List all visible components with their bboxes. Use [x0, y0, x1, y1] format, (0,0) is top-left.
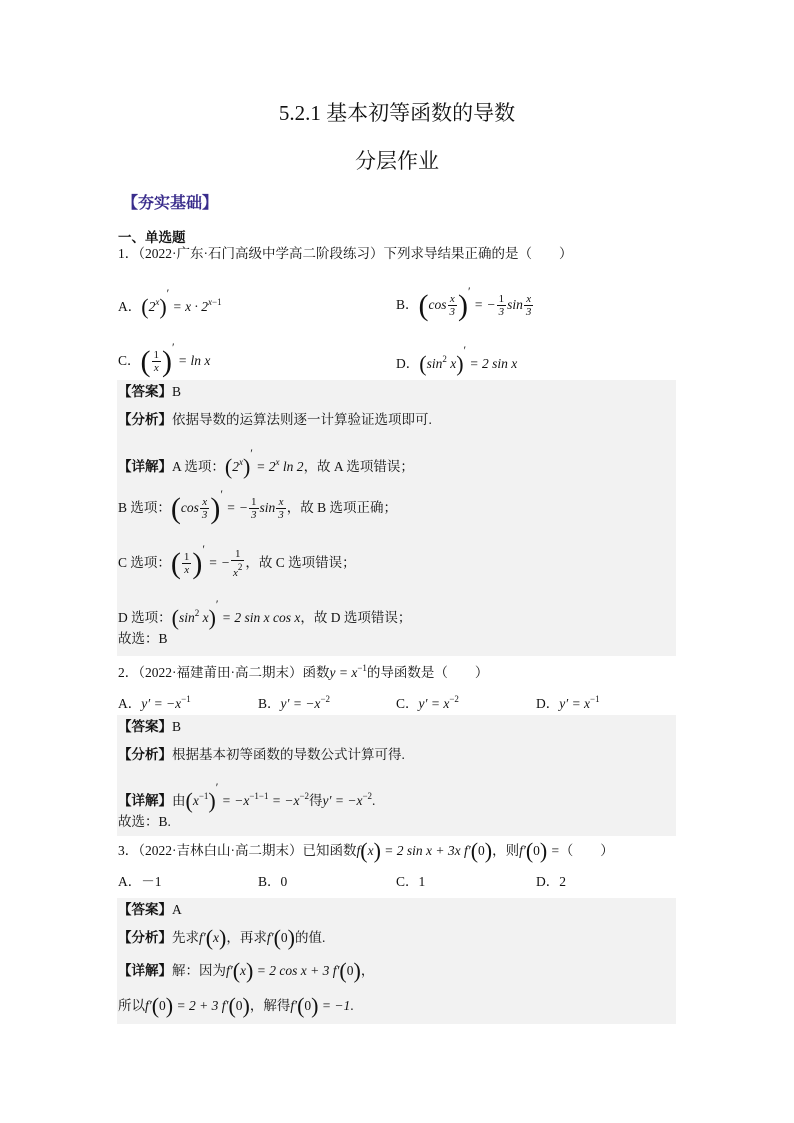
- q2-option-c: C．$y' = x^{-2}$: [396, 694, 459, 711]
- q1-option-a: A．$(2^x)' = x \cdot 2^{x-1}$: [118, 286, 222, 319]
- q2-stem: 2．（2022·福建莆田·高二期末）函数$y = x^{-1}$的导函数是（ ）: [118, 663, 489, 680]
- q3-detail-line2: 所以f′(0) = 2 + 3 f′(0)，解得f′(0) = −1.: [118, 993, 354, 1018]
- q2-analysis: 【分析】根据基本初等函数的导数公式计算可得.: [118, 747, 405, 762]
- q2-option-a: A．$y' = -x^{-1}$: [118, 694, 191, 711]
- q1-detail-a: 【详解】A 选项：$(2^x)' = 2^x$ ln 2，故 A 选项错误；: [118, 446, 414, 479]
- q1-option-d: D．($\sin^2$ x)′ = 2 sin x: [396, 343, 518, 376]
- q1-option-b: B．(cos $\frac{x}{3}$ )′ = − $\frac{1}{3}$ sin $\frac{x}{3}$: [396, 284, 532, 322]
- q3-option-b: B．0: [258, 874, 288, 889]
- q2-option-b: B．$y' = -x^{-2}$: [258, 694, 331, 711]
- q2-option-d: D．$y' = x^{-1}$: [536, 694, 600, 711]
- q1-analysis: 【分析】依据导数的运算法则逐一计算验证选项即可.: [118, 412, 432, 427]
- q3-answer: 【答案】A: [118, 902, 182, 917]
- q3-analysis: 【分析】先求f′(x)，再求f′(0)的值.: [118, 925, 326, 950]
- q1-conclusion: 故选：B: [118, 631, 168, 646]
- section-heading: 【夯实基础】: [122, 195, 219, 212]
- page-title: 5.2.1 基本初等函数的导数: [278, 101, 516, 125]
- q1-detail-c: C 选项：( $\frac{1}{x}$ )′ = − $\frac{1}{x^2}$ ，故 C 选项错误；: [118, 542, 356, 580]
- q1-stem: 1．（2022·广东·石门高级中学高二阶段练习）下列求导结果正确的是（ ）: [118, 246, 573, 261]
- q3-stem: 3．（2022·吉林白山·高二期末）已知函数f(x) = 2 sin x + 3x f′(0)，则f′(0) =（ ）: [118, 838, 614, 863]
- q3-detail: 【详解】解：因为f′(x) = 2 cos x + 3 f′(0)，: [118, 958, 375, 983]
- q2-detail: 【详解】由$(x^{-1})' = -x^{-1-1} = -x^{-2}$得$y' = -x^{-2}$.: [118, 780, 376, 813]
- question-type-heading: 一、单选题: [118, 230, 186, 245]
- q1-option-c: C．( $\frac{1}{x}$ )′ = ln x: [118, 340, 211, 378]
- q2-conclusion: 故选：B.: [118, 814, 171, 829]
- q2-solution-box: [117, 715, 676, 836]
- q3-option-c: C．1: [396, 874, 426, 889]
- q1-answer: 【答案】B: [118, 384, 182, 399]
- page-subtitle: 分层作业: [355, 149, 439, 173]
- q3-option-a: A．－1: [118, 874, 162, 889]
- q1-detail-d: D 选项：($\sin^2$ x)′ = 2 sin x cos x，故 D 选项错误；: [118, 597, 412, 630]
- q2-answer: 【答案】B: [118, 719, 182, 734]
- q1-detail-b: B 选项：(cos $\frac{x}{3}$ )′ = − $\frac{1}{3}$ sin $\frac{x}{3}$ ，故 B 选项正确；: [118, 487, 398, 525]
- q3-option-d: D．2: [536, 874, 566, 889]
